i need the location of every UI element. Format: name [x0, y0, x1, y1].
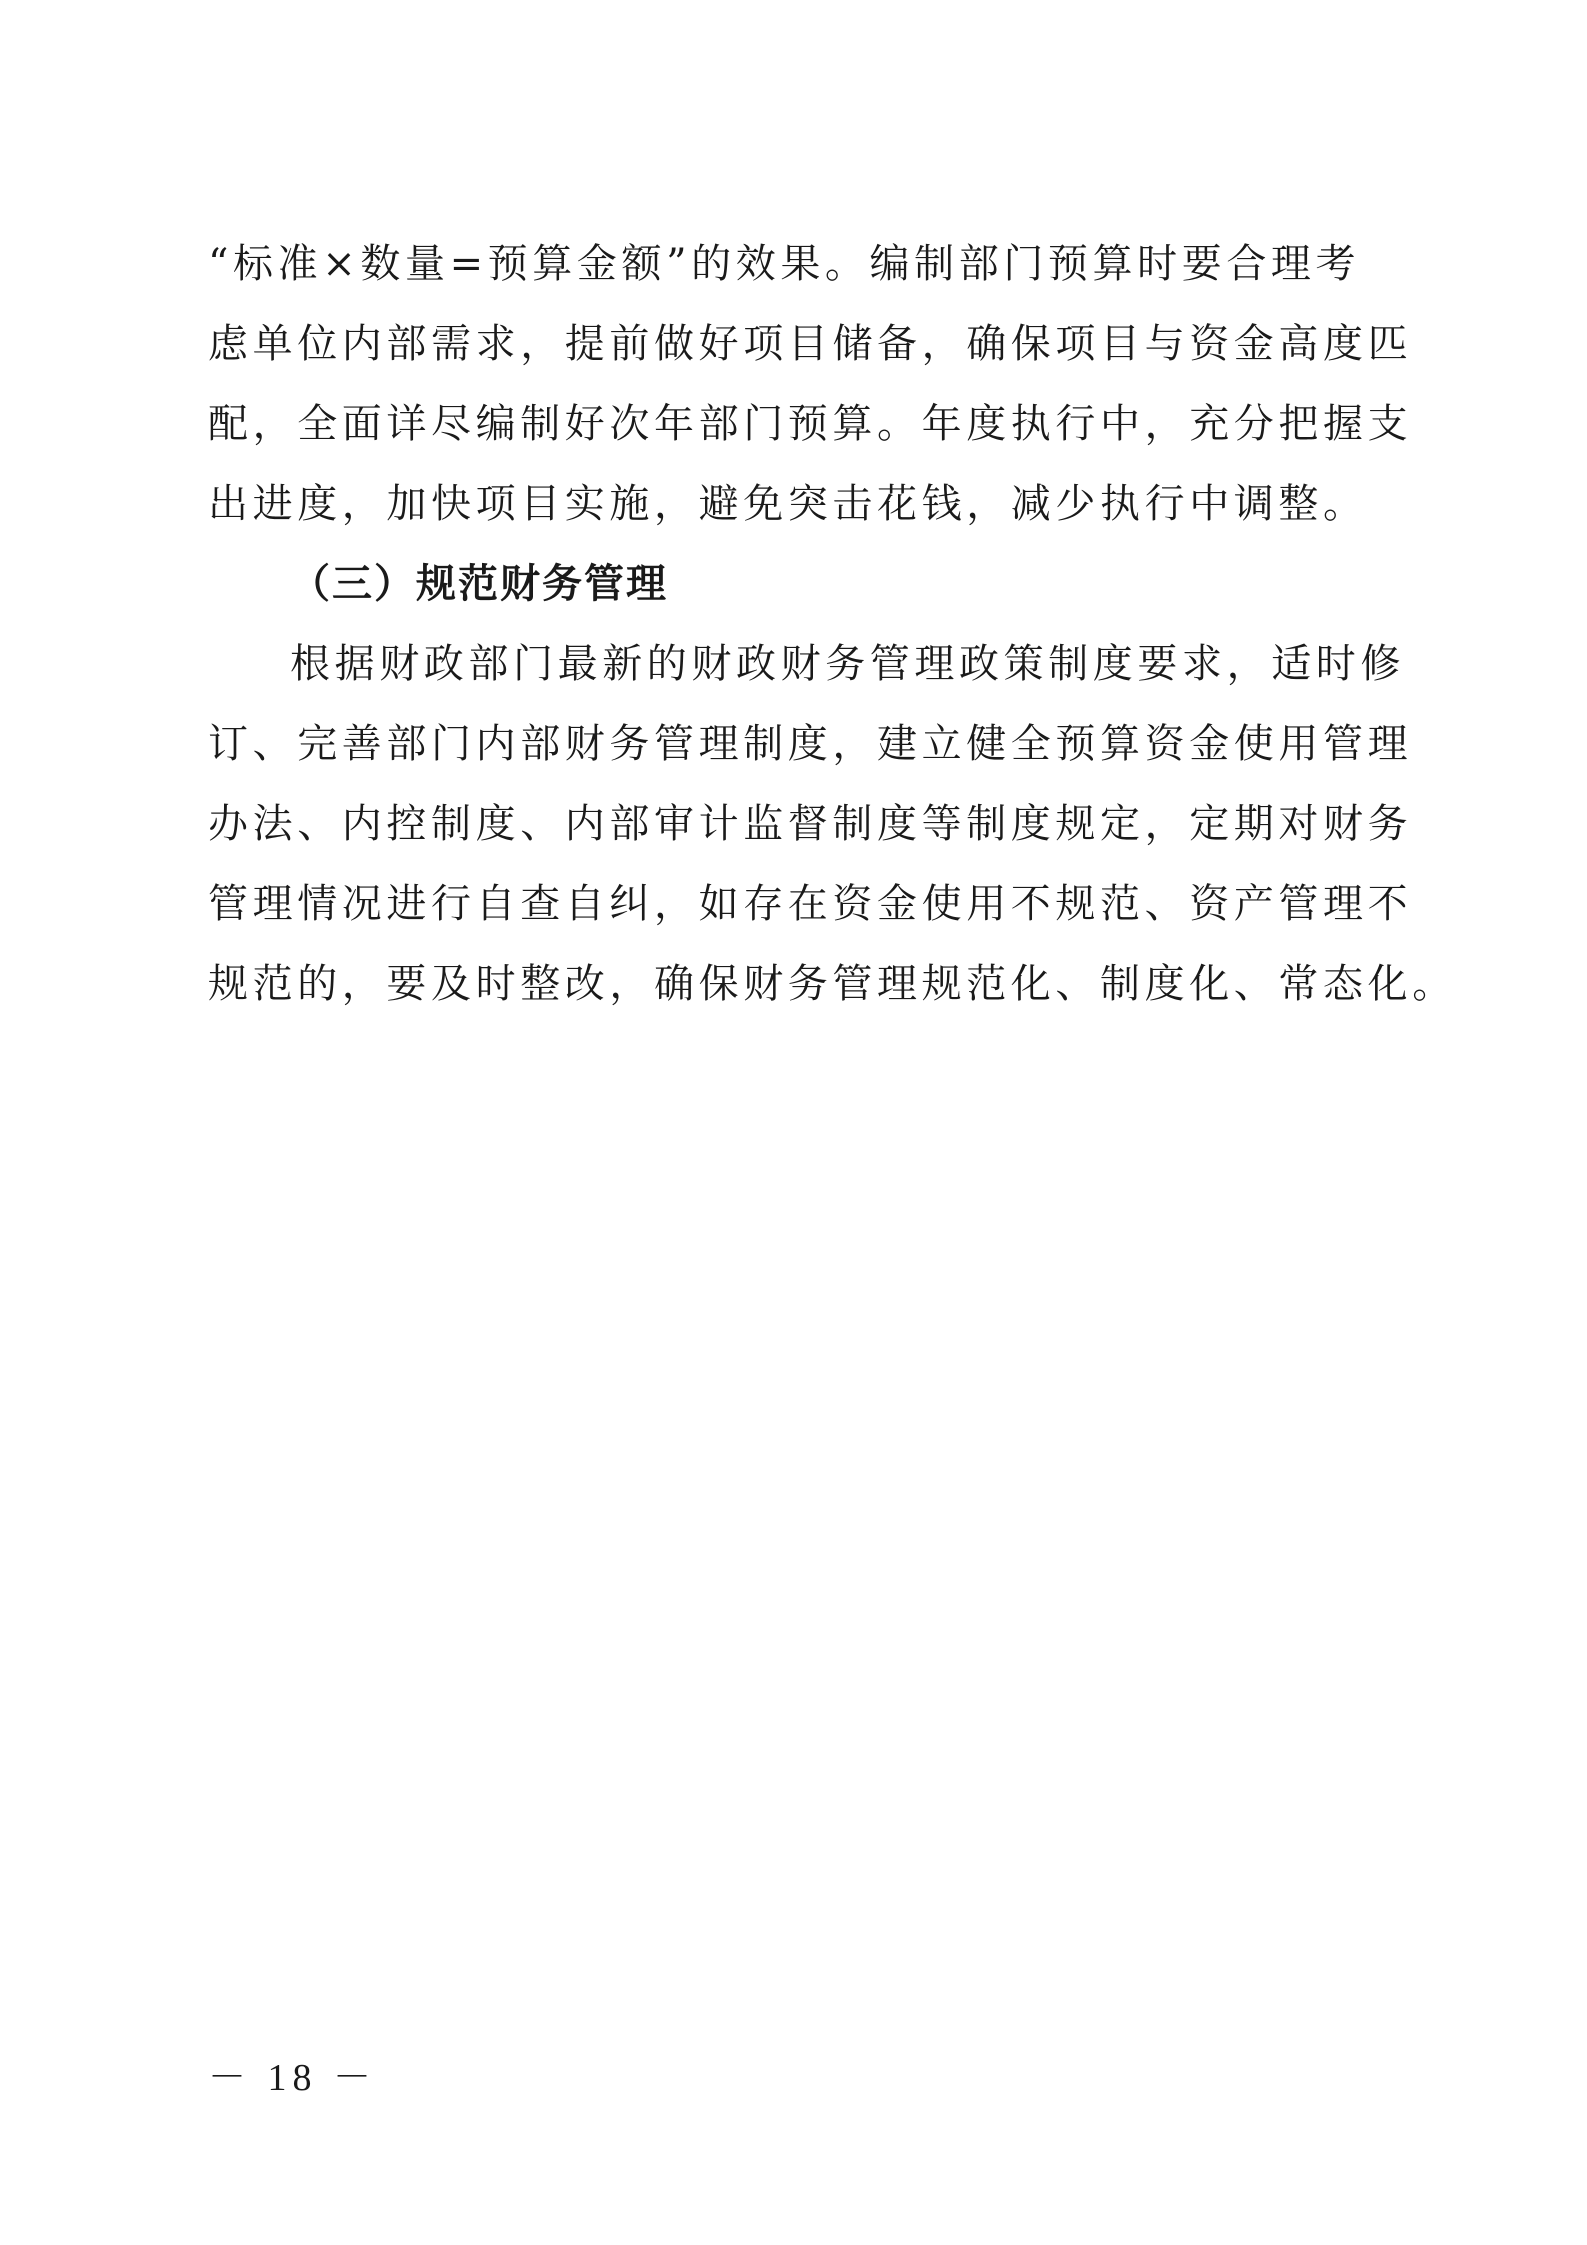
paragraph-line: 出进度，加快项目实施，避免突击花钱，减少执行中调整。 — [208, 481, 1368, 527]
paragraph-line: 订、完善部门内部财务管理制度，建立健全预算资金使用管理 — [208, 721, 1413, 767]
paragraph-line: 配，全面详尽编制好次年部门预算。年度执行中，充分把握支 — [208, 401, 1413, 447]
paragraph-line: 管理情况进行自查自纠，如存在资金使用不规范、资产管理不 — [208, 881, 1413, 927]
paragraph-line: 办法、内控制度、内部审计监督制度等制度规定，定期对财务 — [208, 801, 1413, 847]
paragraph-line: 虑单位内部需求，提前做好项目储备，确保项目与资金高度匹 — [208, 321, 1413, 367]
paragraph-line: 规范的，要及时整改，确保财务管理规范化、制度化、常态化。 — [208, 961, 1457, 1007]
section-heading: （三）规范财务管理 — [290, 560, 668, 607]
paragraph-line: 根据财政部门最新的财政财务管理政策制度要求，适时修 — [290, 641, 1405, 687]
page-number: － 18 － — [208, 2057, 378, 2099]
paragraph-line: “标准×数量=预算金额”的效果。编制部门预算时要合理考 — [208, 241, 1361, 287]
